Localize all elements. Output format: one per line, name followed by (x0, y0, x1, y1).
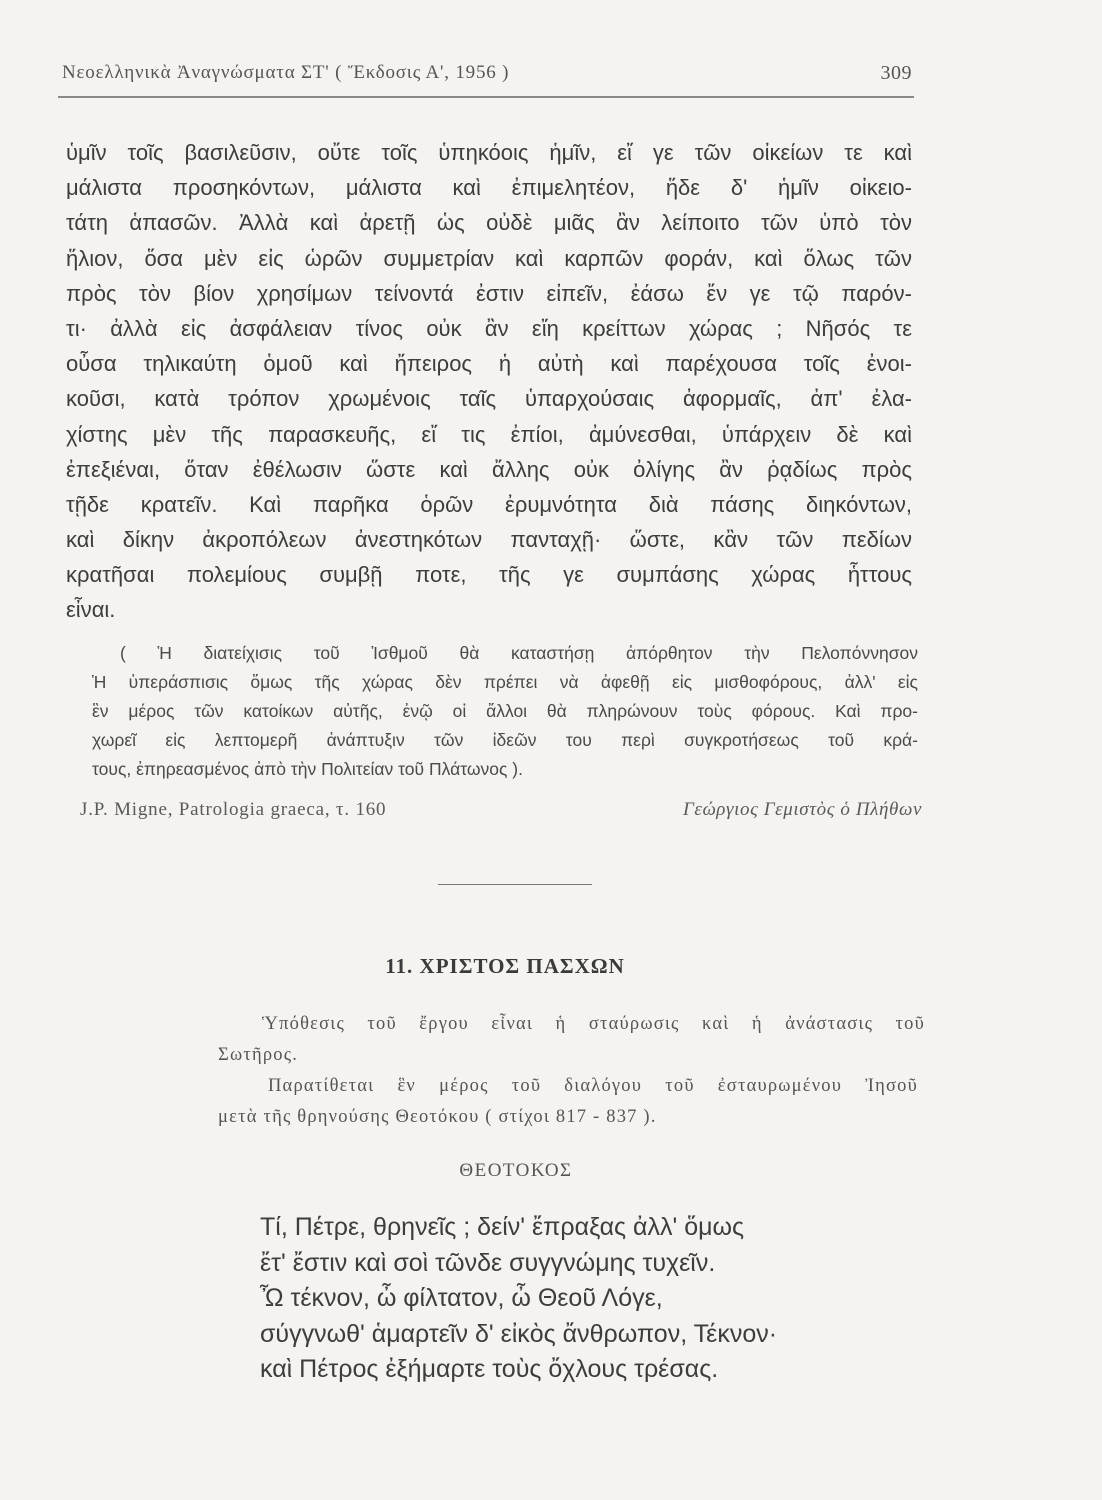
note-line: τους, ἐπηρεασμένος ἀπὸ τὴν Πολιτείαν τοῦ Πλάτωνος ). (92, 759, 523, 779)
running-header (62, 62, 912, 88)
verse-line: σύγγνωθ' ἁμαρτεῖν δ' εἰκὸς ἄνθρωπον, Τέκνον· (260, 1319, 778, 1348)
prose-line: χίστης μὲν τῆς παρασκευῆς, εἴ τις ἐπίοι, ἀμύνεσθαι, ὑπάρχειν δὲ καὶ (66, 421, 912, 447)
page-number: 309 (880, 62, 912, 84)
section-heading: 11. ΧΡΙΣΤΟΣ ΠΑΣΧΩΝ (385, 954, 625, 978)
verse-line: Ὦ τέκνον, ὦ φίλτατον, ὦ Θεοῦ Λόγε, (260, 1284, 663, 1312)
prose-line: καὶ δίκην ἀκροπόλεων ἀνεστηκότων πανταχῇ· ὥστε, κἂν τῶν πεδίων (66, 527, 912, 553)
editorial-note (92, 639, 918, 784)
prose-line: οὖσα τηλικαύτη ὁμοῦ καὶ ἤπειρος ἡ αὐτὴ καὶ παρέχουσα τοῖς ἐνοι- (66, 351, 912, 377)
prose-line: εἶναι. (66, 597, 116, 623)
intro-line: μετὰ τῆς θρηνούσης Θεοτόκου ( στίχοι 817 - 837 ). (218, 1107, 657, 1127)
intro-line: Ὑπόθεσις τοῦ ἔργου εἶναι ἡ σταύρωσις καὶ ἡ ἀνάστασις τοῦ (262, 1014, 925, 1034)
note-line: ἓν μέρος τῶν κατοίκων αὐτῆς, ἐνῷ οἱ ἄλλοι θὰ πληρώνουν τοὺς φόρους. Καὶ προ- (92, 701, 918, 721)
running-title: Νεοελληνικὰ Ἀναγνώσματα ΣΤ' ( Ἔκδοσις Α', 1956 ) (62, 62, 510, 83)
prose-line: κρατῆσαι πολεμίους συμβῇ ποτε, τῆς γε συμπάσης χώρας ἧττους (66, 562, 912, 588)
verse-line: ἔτ' ἔστιν καὶ σοὶ τῶνδε συγγνώμης τυχεῖν. (260, 1248, 716, 1277)
speaker-name: ΘΕΟΤΟΚΟΣ (459, 1160, 573, 1181)
prose-line: ὑμῖν τοῖς βασιλεῦσιν, οὔτε τοῖς ὑπηκόοις ἡμῖν, εἴ γε τῶν οἰκείων τε καὶ (66, 140, 912, 165)
note-line: ( Ἡ διατείχισις τοῦ Ἰσθμοῦ θὰ καταστήσῃ ἀπόρθητον τὴν Πελοπόννησον (120, 643, 918, 663)
source-citation: J.P. Migne, Patrologia graeca, τ. 160 (80, 799, 387, 820)
note-line: Ἡ ὑπεράσπισις ὅμως τῆς χώρας δὲν πρέπει νὰ ἀφεθῇ εἰς μισθοφόρους, ἀλλ' εἰς (92, 672, 918, 692)
prose-line: τι· ἀλλὰ εἰς ἀσφάλειαν τίνος οὐκ ἂν εἴη κρείττων χώρας ; Νῆσός τε (66, 315, 912, 341)
prose-passage (66, 135, 912, 628)
verse-block (260, 1210, 960, 1388)
intro-line: Σωτῆρος. (218, 1045, 299, 1065)
prose-line: τάτη ἁπασῶν. Ἀλλὰ καὶ ἀρετῇ ὡς οὐδὲ μιᾶς ἂν λείποιτο τῶν ὑπὸ τὸν (66, 210, 912, 236)
prose-line: ἥλιον, ὅσα μὲν εἰς ὡρῶν συμμετρίαν καὶ καρπῶν φοράν, καὶ ὅλως τῶν (66, 245, 912, 271)
prose-line: μάλιστα προσηκόντων, μάλιστα καὶ ἐπιμελητέον, ἥδε δ' ἡμῖν οἰκειο- (66, 175, 912, 201)
source-line (80, 799, 922, 827)
header-rule (58, 96, 914, 98)
prose-line: πρὸς τὸν βίον χρησίμων τείνοντά ἐστιν εἰπεῖν, ἐάσω ἔν γε τῷ παρόν- (66, 280, 912, 306)
source-author: Γεώργιος Γεμιστὸς ὁ Πλήθων (682, 799, 922, 820)
prose-line: ἐπεξιέναι, ὅταν ἐθέλωσιν ὥστε καὶ ἄλλης οὐκ ὀλίγης ἂν ῥᾳδίως πρὸς (66, 456, 912, 482)
prose-line: κοῦσι, κατὰ τρόπον χρωμένοις ταῖς ὑπαρχούσαις ἀφορμαῖς, ἀπ' ἐλα- (66, 386, 912, 412)
verse-line: Τί, Πέτρε, θρηνεῖς ; δείν' ἔπραξας ἀλλ' ὅμως (260, 1213, 745, 1241)
verse-line: καὶ Πέτρος ἐξήμαρτε τοὺς ὄχλους τρέσας. (260, 1355, 719, 1383)
section-intro (218, 1009, 925, 1133)
note-line: χωρεῖ εἰς λεπτομερῆ ἀνάπτυξιν τῶν ἰδεῶν του περὶ συγκροτήσεως τοῦ κρά- (92, 730, 918, 750)
intro-line: Παρατίθεται ἓν μέρος τοῦ διαλόγου τοῦ ἐσταυρωμένου Ἰησοῦ (268, 1076, 918, 1096)
section-divider (438, 884, 592, 885)
prose-line: τῇδε κρατεῖν. Καὶ παρῆκα ὁρῶν ἐρυμνότητα διὰ πάσης διηκόντων, (66, 491, 912, 517)
